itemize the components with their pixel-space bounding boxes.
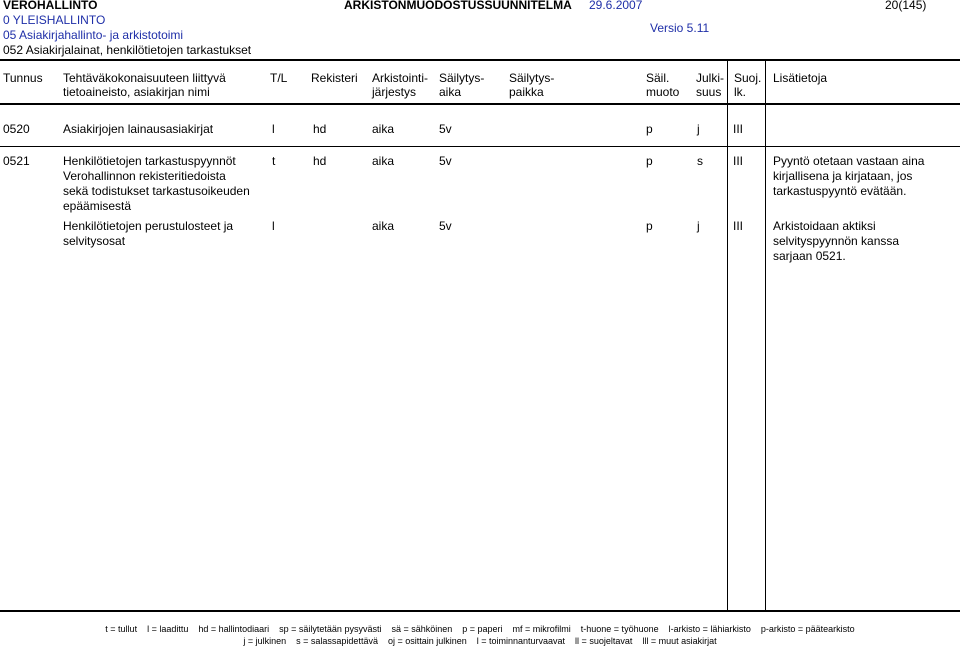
col-julkisuus-line1: Julki- <box>696 71 725 85</box>
row-julkisuus: j <box>697 219 700 233</box>
col-description-line1: Tehtäväkokonaisuuteen liittyvä <box>63 71 226 85</box>
col-sailytysaika-line2: aika <box>439 85 462 99</box>
row-julkisuus: s <box>697 154 703 168</box>
legend-line-1: t = tullut l = laadittu hd = hallintodiaari sp = säilytetään pysyvästi sä = sähköinen p = paperi mf = mikrofilmi t-huone = työhuone l-arkisto = lähiarkisto p-arkisto = päätearkisto <box>105 624 855 634</box>
col-sailmuoto-line1: Säil. <box>646 71 670 85</box>
page-number: 20(145) <box>885 0 927 12</box>
org-name: VEROHALLINTO <box>3 0 98 12</box>
col-arkistointi-line2: järjestys <box>372 85 417 99</box>
row-suojaustaso: III <box>733 122 744 136</box>
row-rekisteri: hd <box>313 154 327 168</box>
heading-level-1: 05 Asiakirjahallinto- ja arkistotoimi <box>3 28 184 42</box>
table-bottom-rule <box>0 610 960 612</box>
row-arkistointijarjestys: aika <box>372 219 395 233</box>
row-julkisuus: j <box>697 122 700 136</box>
row-description: Henkilötietojen perustulosteet ja selvitysosat <box>63 219 234 248</box>
col-julkisuus-line2: suus <box>696 85 722 99</box>
col-suoj-line1: Suoj. <box>734 71 762 85</box>
row-tl: l <box>272 219 275 233</box>
row-suojaustaso: III <box>733 154 744 168</box>
col-rekisteri: Rekisteri <box>311 71 358 85</box>
column-divider-right <box>765 61 766 610</box>
header-bottom-rule <box>0 103 960 105</box>
row-suojaustaso: III <box>733 219 744 233</box>
row-code: 0520 <box>3 122 30 136</box>
row-description: Henkilötietojen tarkastuspyynnöt Verohallinnon rekisteritiedoista sekä todistukset tarkastusoikeuden epäämisestä <box>63 154 250 213</box>
col-sailytyspaikka-line1: Säilytys- <box>509 71 555 85</box>
column-divider-left <box>727 61 728 610</box>
document-date: 29.6.2007 <box>589 0 643 12</box>
heading-level-2: 052 Asiakirjalainat, henkilötietojen tarkastukset <box>3 43 252 57</box>
row-sailytysaika: 5v <box>439 154 452 168</box>
row-tl: t <box>272 154 276 168</box>
row-arkistointijarjestys: aika <box>372 154 395 168</box>
row-lisatietoja: Arkistoidaan aktiksi selvityspyynnön kanssa sarjaan 0521. <box>773 219 900 263</box>
row-sailytysaika: 5v <box>439 122 452 136</box>
col-sailytyspaikka-line2: paikka <box>509 85 544 99</box>
row-code: 0521 <box>3 154 30 168</box>
row-rekisteri: hd <box>313 122 327 136</box>
row-arkistointijarjestys: aika <box>372 122 395 136</box>
legend-line-2: j = julkinen s = salassapidettävä oj = osittain julkinen l = toiminnanturvaavat ll = suojeltavat lll = muut asiakirjat <box>243 636 717 646</box>
col-suoj-line2: lk. <box>734 85 746 99</box>
col-arkistointi-line1: Arkistointi- <box>372 71 429 85</box>
row-sailytysaika: 5v <box>439 219 452 233</box>
col-tunnus: Tunnus <box>3 71 43 85</box>
row-lisatietoja: Pyyntö otetaan vastaan aina kirjallisena ja kirjataan, jos tarkastuspyyntö evätään. <box>773 154 925 198</box>
col-sailytysaika-line1: Säilytys- <box>439 71 485 85</box>
row-description: Asiakirjojen lainausasiakirjat <box>63 122 214 136</box>
heading-level-0: 0 YLEISHALLINTO <box>3 13 106 27</box>
row-tl: l <box>272 122 275 136</box>
row-separator <box>0 146 960 147</box>
col-description-line2: tietoaineisto, asiakirjan nimi <box>63 85 210 99</box>
row-sailmuoto: p <box>646 154 653 168</box>
document-title: ARKISTONMUODOSTUSSUUNNITELMA <box>344 0 572 12</box>
col-tl: T/L <box>270 71 288 85</box>
col-sailmuoto-line2: muoto <box>646 85 680 99</box>
row-sailmuoto: p <box>646 219 653 233</box>
col-lisatietoja: Lisätietoja <box>773 71 828 85</box>
document-version: Versio 5.11 <box>650 21 710 35</box>
top-rule <box>0 59 960 61</box>
row-sailmuoto: p <box>646 122 653 136</box>
